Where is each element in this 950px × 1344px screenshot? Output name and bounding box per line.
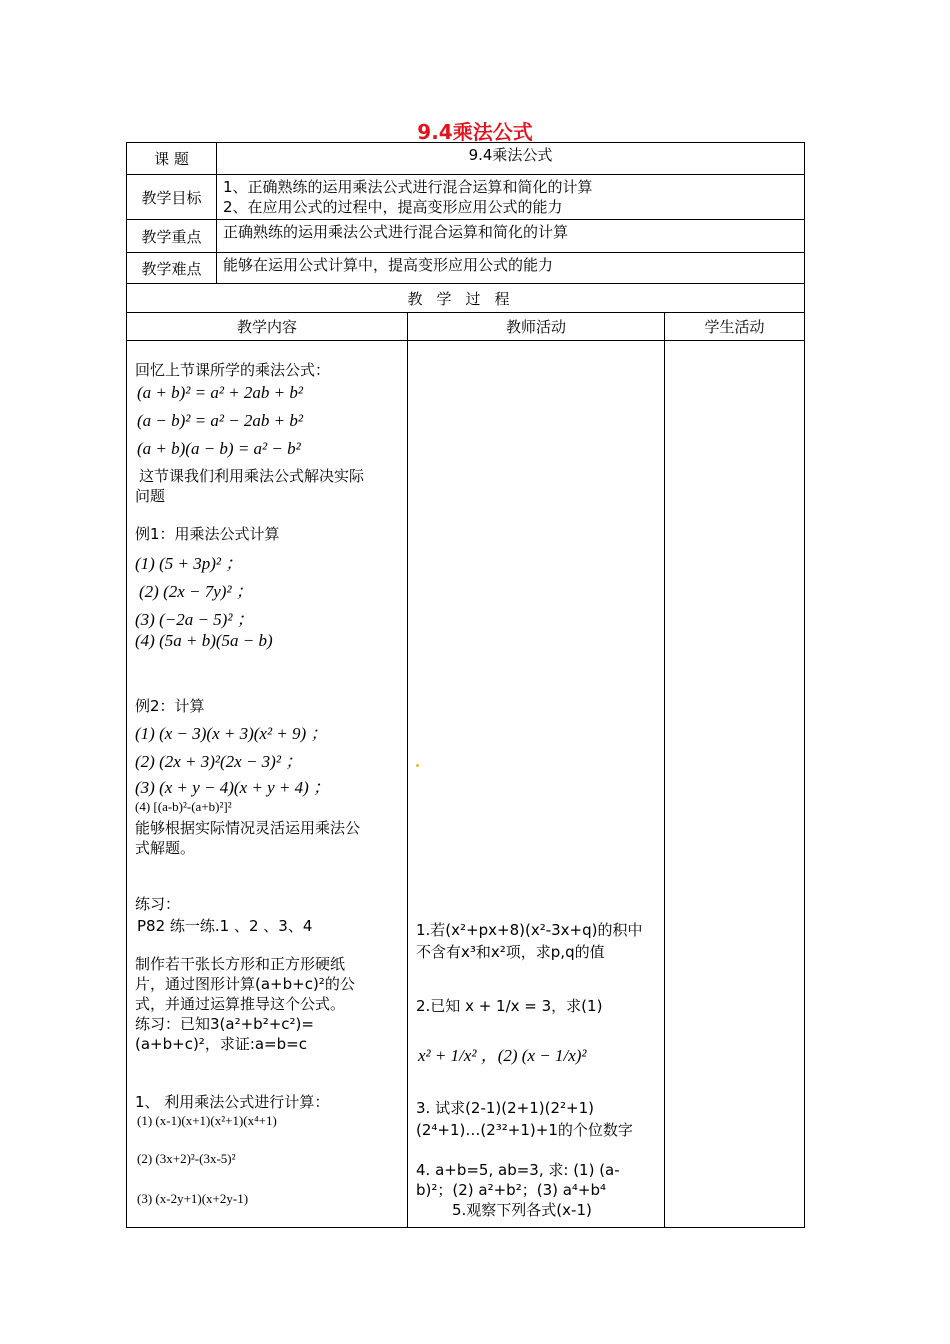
key-point-label: 教学重点 <box>127 220 217 253</box>
example1-item-2: (2) (2x − 7y)² ； <box>139 582 253 601</box>
example1-item-3: (3) (−2a − 5)² ； <box>135 610 254 629</box>
example2-item-1: (1) (x − 3)(x + 3)(x² + 9) ； <box>135 724 328 743</box>
teacher-q1-line-2: 不含有x³和x²项，求p,q的值 <box>416 943 605 961</box>
teacher-q1-line-1: 1.若(x²+px+8)(x²-3x+q)的积中 <box>416 921 643 939</box>
process-title: 教学过程 <box>127 284 805 313</box>
formula-square-diff: (a − b)² = a² − 2ab + b² <box>137 411 303 430</box>
goal-line-1: 1、正确熟练的运用乘法公式进行混合运算和简化的计算 <box>223 178 593 196</box>
teacher-q4-line-1: 4. a+b=5, ab=3, 求: (1) (a- <box>416 1161 620 1179</box>
teacher-cell <box>408 341 665 1228</box>
example2-item-4: (4) [(a-b)²-(a+b)²]² <box>135 799 232 814</box>
lesson-plan-table <box>126 142 805 1228</box>
example2-title: 例2：计算 <box>135 697 205 715</box>
difficulty-label: 教学难点 <box>127 253 217 284</box>
practice2-line-1: 练习：已知3(a²+b²+c²)= <box>135 1015 314 1033</box>
goal-line-2: 2、在应用公式的过程中，提高变形应用公式的能力 <box>223 198 563 216</box>
practice2-line-2: (a+b+c)²，求证:a=b=c <box>135 1035 307 1053</box>
document-title: 9.4乘法公式 <box>417 120 533 144</box>
practice-line: P82 练一练.1 、2 、3、4 <box>137 917 313 935</box>
example1-item-1: (1) (5 + 3p)² ； <box>135 554 243 573</box>
task-item-2: (2) (3x+2)²-(3x-5)² <box>137 1151 236 1166</box>
make-line-3: 式，并通过运算推导这个公式。 <box>135 995 346 1013</box>
example2-item-3: (3) (x + y − 4)(x + y + 4) ； <box>135 778 331 797</box>
formula-square-sum: (a + b)² = a² + 2ab + b² <box>137 383 303 402</box>
teacher-q4-line-2: b)²；(2) a²+b²；(3) a⁴+b⁴ <box>416 1181 607 1199</box>
column-student: 学生活动 <box>665 313 805 341</box>
teacher-q2-line-2: x² + 1/x² ，(2) (x − 1/x)² <box>418 1046 587 1065</box>
topic-value: 9.4乘法公式 <box>217 143 805 175</box>
goal-label: 教学目标 <box>127 175 217 220</box>
apply-line-2: 式解题。 <box>135 839 196 857</box>
student-cell <box>665 341 805 1228</box>
column-teacher: 教师活动 <box>408 313 665 341</box>
task-item-1: (1) (x-1)(x+1)(x²+1)(x⁴+1) <box>137 1113 277 1128</box>
intro-line-2: 问题 <box>135 487 166 505</box>
example1-item-4: (4) (5a + b)(5a − b) <box>135 631 273 650</box>
example2-item-2: (2) (2x + 3)²(2x − 3)² ； <box>135 752 303 771</box>
make-line-2: 片，通过图形计算(a+b+c)²的公 <box>135 975 355 993</box>
formula-diff-squares: (a + b)(a − b) = a² − b² <box>137 439 301 458</box>
goal-value <box>217 175 805 220</box>
teacher-q3-line-1: 3. 试求(2-1)(2+1)(2²+1) <box>416 1099 595 1117</box>
apply-line-1: 能够根据实际情况灵活运用乘法公 <box>135 819 361 837</box>
example1-title: 例1：用乘法公式计算 <box>135 525 280 543</box>
task-item-3: (3) (x-2y+1)(x+2y-1) <box>137 1191 249 1206</box>
teacher-q5: 5.观察下列各式(x-1) <box>452 1201 592 1219</box>
content-cell <box>127 341 408 1228</box>
key-point-value: 正确熟练的运用乘法公式进行混合运算和简化的计算 <box>217 220 805 253</box>
teacher-q3-line-2: (2⁴+1)…(2³²+1)+1的个位数字 <box>416 1121 633 1139</box>
intro-line-1: 这节课我们利用乘法公式解决实际 <box>139 467 365 485</box>
difficulty-value: 能够在运用公式计算中，提高变形应用公式的能力 <box>217 253 805 284</box>
practice-title: 练习： <box>135 895 181 913</box>
task-title: 1、 利用乘法公式进行计算： <box>135 1093 330 1111</box>
topic-label: 课 题 <box>127 143 217 175</box>
make-line-1: 制作若干张长方形和正方形硬纸 <box>135 955 346 973</box>
teacher-q2-line-1: 2.已知 x + 1/x = 3，求(1) <box>416 997 603 1015</box>
column-content: 教学内容 <box>127 313 408 341</box>
recall-text: 回忆上节课所学的乘法公式： <box>135 361 331 379</box>
